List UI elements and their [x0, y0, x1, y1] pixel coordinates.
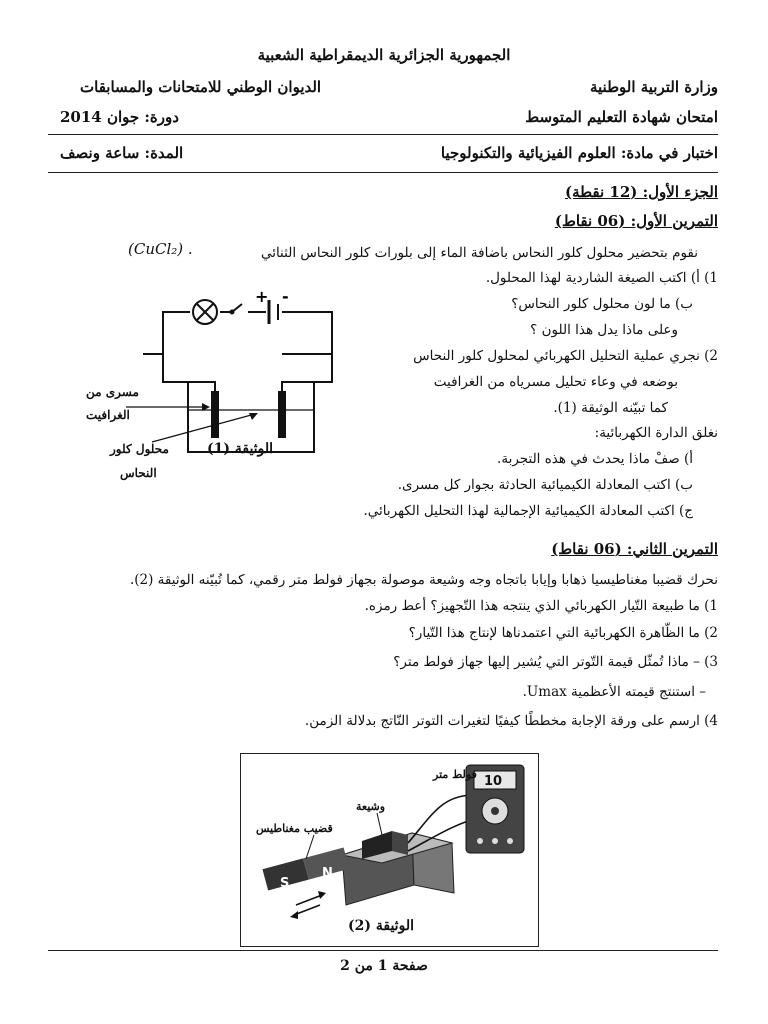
battery-minus: -: [282, 287, 289, 306]
ex1-q1b: ب) ما لون محلول كلور النحاس؟: [511, 296, 693, 312]
ex1-qa: أ) صفْ ماذا يحدث في هذه التجربة.: [497, 451, 693, 467]
battery-plus: +: [255, 287, 269, 306]
magnet-icon: [262, 847, 349, 890]
svg-text:S: S: [280, 876, 290, 891]
ex1-formula: (CuCl₂) .: [128, 240, 193, 258]
ex2-q3: 3) – ماذا تُمثّل قيمة التّوتر التي يُشير إليها جهاز فولط متر؟: [393, 654, 718, 670]
ex1-q1a: 1) أ) اكتب الصيغة الشاردية لهذا المحلول.: [485, 270, 718, 286]
doc1-caption: الوثيقة (1): [207, 441, 273, 457]
exam-label: امتحان شهادة التعليم المتوسط: [525, 108, 718, 126]
page-number: صفحة 1 من 2: [340, 958, 428, 974]
doc2-voltmeter-label: فولط متر: [433, 768, 477, 781]
header-divider-2: [48, 172, 718, 173]
ex1-qb: ب) اكتب المعادلة الكيميائية الحادثة بجوار كل مسرى.: [397, 477, 693, 493]
ex2-q4: 4) ارسم على ورقة الإجابة مخططًا كيفيًا لتغيرات التوتر النّاتج بدلالة الزمن.: [304, 713, 718, 729]
republic-title: الجمهورية الجزائرية الديمقراطية الشعبية: [257, 46, 511, 64]
footer-divider: [48, 950, 718, 951]
doc1-solution-label-1: محلول كلور: [110, 442, 169, 456]
ex1-q1c: وعلى ماذا يدل هذا اللون ؟: [530, 322, 678, 338]
doc2-coil-label: وشيعة: [356, 800, 386, 813]
office-label: الديوان الوطني للامتحانات والمسابقات: [80, 78, 322, 96]
ex2-q2: 2) ما الظّاهرة الكهربائية التي اعتمدناها لإنتاج هذا التّيار؟: [408, 625, 718, 641]
doc1-electrode-label-1: مسرى من: [86, 385, 139, 399]
ex2-q3b: – استنتج قيمته الأعظمية Umax.: [522, 684, 706, 700]
ex2-intro: نحرك قضيبا مغناطيسيا ذهابا وإيابا باتجاه وجه وشيعة موصولة بجهاز فولط متر رقمي، كما تُبيّنه الوثيقة (2).: [129, 572, 718, 588]
ex1-close: نغلق الدارة الكهربائية:: [594, 425, 718, 441]
session-label: دورة: جوان 2014: [60, 108, 179, 126]
part1-title: الجزء الأول: (12 نقطة): [564, 183, 718, 201]
svg-text:N: N: [322, 866, 333, 881]
ex1-q2: 2) نجري عملية التحليل الكهربائي لمحلول كلور النحاس: [413, 348, 718, 364]
doc2-magnet-label: قضيب مغناطيس: [256, 822, 333, 835]
ex1-title: التمرين الأول: (06 نقاط): [554, 212, 718, 230]
ex1-q2c: كما تبيّنه الوثيقة (1).: [553, 400, 668, 416]
ex1-q2b: بوضعه في وعاء تحليل مسرياه من الغرافيت: [433, 374, 678, 390]
duration-label: المدة: ساعة ونصف: [60, 144, 184, 162]
doc1-solution-label-2: النحاس: [120, 466, 157, 480]
header-divider-1: [48, 134, 718, 135]
document-2-setup: [242, 755, 536, 943]
subject-label: اختبار في مادة: العلوم الفيزيائية والتكنولوجيا: [440, 144, 718, 162]
doc1-electrode-label-2: الغرافيت: [86, 408, 130, 422]
doc2-caption: الوثيقة (2): [348, 918, 414, 934]
ex1-qc: ج) اكتب المعادلة الكيميائية الإجمالية لهذا التحليل الكهربائي.: [363, 503, 693, 519]
ex1-intro: نقوم بتحضير محلول كلور النحاس باضافة الماء إلى بلورات كلور النحاس الثنائي: [260, 245, 698, 261]
ex2-q1: 1) ما طبيعة التّيار الكهربائي الذي ينتجه هذا التّجهيز؟ أعط رمزه.: [364, 598, 718, 614]
svg-text:10: 10: [484, 774, 503, 789]
ministry-label: وزارة التربية الوطنية: [589, 78, 718, 96]
ex2-title: التمرين الثاني: (06 نقاط): [551, 540, 718, 558]
